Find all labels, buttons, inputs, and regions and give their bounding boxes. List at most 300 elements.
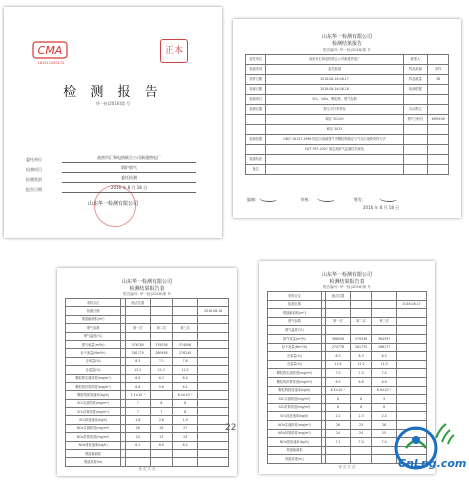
table-cell: 6.4×10⁻¹ [172, 391, 198, 399]
table-row [268, 360, 427, 369]
table-cell: 高密市汇和电热联合公司新建热电厂 [266, 55, 403, 65]
table-cell: SO₂实测浓度(mg/m³) [66, 399, 121, 407]
table-cell: 374006 [172, 340, 198, 348]
table-cell: 6.1 [172, 382, 198, 390]
table-cell: 含湿量(%) [66, 366, 121, 374]
table-cell [198, 458, 229, 466]
table-cell [397, 403, 427, 412]
company-name: 山东华一检测有限公司 [87, 201, 138, 207]
table-cell [403, 95, 428, 105]
table-row [66, 399, 229, 407]
table-cell [125, 315, 151, 323]
table-cell [198, 324, 229, 332]
table-cell [403, 165, 428, 175]
table-cell: 7.8 [172, 357, 198, 365]
table-row [66, 307, 229, 315]
table-cell: 自动烟尘 [403, 105, 428, 115]
table-cell: 检测依据 [403, 85, 428, 95]
table-cell: 2016.08.16 [198, 307, 229, 315]
table-cell [397, 326, 427, 335]
table-cell: 9 [372, 395, 397, 404]
table-cell [403, 145, 428, 155]
table-row [66, 324, 229, 332]
table-cell: SO₂、NOx、颗粒物、烟气参数 [266, 95, 403, 105]
table-cell: 颗粒物排放速率(kg/h) [268, 386, 322, 395]
table-cell [172, 332, 198, 340]
table-cell [372, 309, 397, 318]
table-cell [403, 125, 428, 135]
table-cell: 281770 [350, 343, 371, 352]
cover-row: 报告日期 2016 年 8 月 18 日 [26, 183, 196, 193]
table-cell: 38 [428, 75, 449, 85]
table-row [246, 165, 449, 175]
table-row [66, 357, 229, 365]
table-cell [397, 292, 427, 301]
table-cell: 6.5×10⁻¹ [326, 386, 351, 395]
table-cell: NOx折算浓度(mg/m³) [268, 429, 322, 438]
table-cell [397, 395, 427, 404]
table-cell [372, 300, 397, 309]
table-cell: SO₂折算浓度(mg/m³) [268, 403, 322, 412]
table-cell: NOx折算浓度(mg/m³) [66, 433, 121, 441]
table-row [268, 343, 427, 352]
table-cell [428, 55, 449, 65]
table-row [268, 317, 427, 326]
table-cell: 备注 [246, 165, 266, 175]
table-cell [397, 369, 427, 378]
table-row [268, 403, 427, 412]
table-cell [403, 155, 428, 165]
table-cell [428, 85, 449, 95]
table-cell: 6.8 [350, 377, 371, 386]
table-cell: 7.0 [326, 369, 351, 378]
table-cell [350, 309, 371, 318]
cover-row: 检测类别 委托检测 [26, 173, 196, 183]
table-row [66, 315, 229, 323]
table-cell [428, 125, 449, 135]
table-cell: 2.4 [372, 412, 397, 421]
table-cell: 排气流量(m³/h) [66, 340, 121, 348]
table-cell: SO₂排放速率(kg/h) [66, 416, 121, 424]
cma-mark: CMA [37, 44, 63, 57]
table-cell: 8 [372, 403, 397, 412]
table-cell [397, 343, 427, 352]
cma-code: 181511050170 [37, 61, 65, 65]
table-cell: 检测日期 [66, 307, 121, 315]
table-cell: 烟气参数 [268, 317, 322, 326]
table-cell [151, 299, 173, 307]
table-cell: 标干流量(Nm³/h) [268, 343, 322, 352]
page-title: 检测结果报告 [331, 41, 362, 47]
table-cell [172, 450, 198, 458]
table-cell: 2.6 [151, 416, 173, 424]
summary-page [233, 19, 461, 218]
table-cell [428, 135, 449, 145]
table-cell: 8.3 [326, 352, 351, 361]
signature-row: 编制: 审核: 签发: [247, 197, 364, 202]
table-cell: 烟道截面积(m²) [66, 315, 121, 323]
table-cell: 崂应 3012H [266, 115, 403, 125]
table-cell [246, 145, 266, 155]
table-cell: 2016.08.17 [397, 300, 427, 309]
table-cell: 排气流量(m³/h) [268, 334, 322, 343]
table-row [246, 105, 449, 115]
table-cell: 检测项目 [246, 95, 266, 105]
table-row [246, 125, 449, 135]
report-number: 报告编号: 华一检(2016)第 号 [123, 292, 171, 296]
table-cell: NOx实测浓度(mg/m³) [66, 424, 121, 432]
table-cell: 测点位置 [125, 299, 151, 307]
table-cell [397, 334, 427, 343]
table-row [66, 374, 229, 382]
table-cell [397, 360, 427, 369]
table-cell [266, 165, 403, 175]
page-footer: 第 页 共 页 [138, 467, 156, 471]
table-cell: 8.3 [372, 352, 397, 361]
table-row [246, 145, 449, 155]
table-cell: 26 [326, 420, 351, 429]
table-row [66, 391, 229, 399]
table-cell [246, 125, 266, 135]
table-cell: 24 [125, 433, 151, 441]
table-cell: 24 [350, 429, 371, 438]
table-cell: 7.0 [372, 438, 397, 447]
page-footer: 第 页 共 页 [338, 465, 356, 469]
table-row [246, 85, 449, 95]
table-row [66, 349, 229, 357]
table-cell: NOx排放速率(kg/h) [268, 438, 322, 447]
table-cell: 2016.08.16-08.17 [266, 75, 403, 85]
table-cell [428, 155, 449, 165]
table-row [66, 408, 229, 416]
table-cell [266, 155, 403, 165]
report-number: 报告编号: 华一检(2016)第 号 [323, 285, 371, 289]
table-cell [198, 299, 229, 307]
table-cell: 268177 [372, 343, 397, 352]
table-row [66, 366, 229, 374]
table-cell: 检测类别 [246, 65, 266, 75]
table-cell [125, 332, 151, 340]
table-cell [198, 366, 229, 374]
signature [317, 195, 335, 202]
results-table [65, 298, 229, 467]
table-cell [428, 145, 449, 155]
table-cell: 烟气温度(℃) [268, 326, 322, 335]
table-row [66, 424, 229, 432]
table-cell: 烟尘平行采样仪 [266, 105, 403, 115]
table-cell: 1.8 [125, 416, 151, 424]
table-cell [397, 386, 427, 395]
table-cell [151, 391, 173, 399]
table-cell [151, 458, 173, 466]
table-cell [198, 349, 229, 357]
table-cell: 364397 [372, 334, 397, 343]
table-cell: 12.2 [350, 360, 371, 369]
table-row [268, 395, 427, 404]
table-cell: 6.5 [326, 377, 351, 386]
table-cell: 6.9 [125, 374, 151, 382]
table-row [246, 135, 449, 145]
table-row [66, 416, 229, 424]
table-cell [198, 382, 229, 390]
table-cell: 7.0 [350, 438, 371, 447]
table-cell: 6.7 [151, 374, 173, 382]
page-number: 22 [225, 423, 237, 433]
table-cell [198, 391, 229, 399]
table-cell [151, 332, 173, 340]
table-cell [326, 309, 351, 318]
table-cell: 标干流量(Nm³/h) [66, 349, 121, 357]
table-cell: 烟道截面积 [268, 446, 322, 455]
table-cell: 7.1 [151, 357, 173, 365]
company-name: 山东华一检测有限公司 [121, 279, 172, 285]
table-cell: 采样点位 [66, 299, 121, 307]
table-cell [198, 450, 229, 458]
table-cell [172, 458, 198, 466]
table-cell [125, 307, 151, 315]
table-cell: 颗粒物实测浓度(mg/m³) [66, 374, 121, 382]
table-cell: 8.3 [125, 357, 151, 365]
table-cell: 烟气温度(℃) [66, 332, 121, 340]
table-row [66, 382, 229, 390]
table-cell [326, 446, 351, 455]
table-cell [151, 315, 173, 323]
table-cell [428, 105, 449, 115]
table-cell [198, 357, 229, 365]
report-title: 检 测 报 告 [63, 85, 163, 100]
table-cell: HJ/T 397-2007 固定源废气监测技术规范 [266, 145, 403, 155]
table-cell: SO₂实测浓度(mg/m³) [268, 395, 322, 404]
table-cell: 11.2 [151, 366, 173, 374]
table-cell: 1.9 [172, 416, 198, 424]
table-cell: 7.0 [350, 369, 371, 378]
table-row [66, 450, 229, 458]
table-cell: 8 [326, 395, 351, 404]
table-cell: 26 [125, 424, 151, 432]
table-row [66, 340, 229, 348]
table-cell: 8 [172, 408, 198, 416]
table-cell: 7 [151, 408, 173, 416]
table-cell: 样品来源 [403, 65, 428, 75]
table-row [268, 326, 427, 335]
table-cell: 烟气分析仪 [403, 115, 428, 125]
table-cell [198, 441, 229, 449]
table-cell: 8 [350, 403, 371, 412]
table-cell: 6.4 [172, 374, 198, 382]
table-cell: 第二次 [151, 324, 173, 332]
table-cell: 7.4 [372, 369, 397, 378]
table-row [66, 332, 229, 340]
table-cell [372, 292, 397, 301]
table-cell: 烟道截面积(m²) [268, 309, 322, 318]
table-cell [350, 326, 371, 335]
table-cell: 2.2 [326, 412, 351, 421]
table-cell: 检测日期 [268, 300, 322, 309]
table-cell [172, 299, 198, 307]
table-cell: 颗粒物排放速率(kg/h) [66, 391, 121, 399]
table-cell: 8 [326, 403, 351, 412]
table-cell [172, 315, 198, 323]
table-cell: 含湿量(%) [268, 360, 322, 369]
table-cell [151, 450, 173, 458]
table-row [66, 299, 229, 307]
table-cell: 崂应 3023 [266, 125, 403, 135]
table-cell [350, 446, 371, 455]
table-cell: 第一次 [326, 317, 351, 326]
table-cell: 样品数量 [403, 75, 428, 85]
table-cell [198, 374, 229, 382]
table-cell: 颗粒物实测浓度(mg/m³) [268, 369, 322, 378]
table-cell: 274778 [326, 343, 351, 352]
table-cell: 检测结论 [246, 155, 266, 165]
table-cell: 联系人 [403, 55, 428, 65]
table-cell: 7.1 [326, 438, 351, 447]
table-cell [172, 307, 198, 315]
table-cell: KM9106 [428, 115, 449, 125]
table-cell [198, 399, 229, 407]
table-cell: 第一次 [125, 324, 151, 332]
table-cell [198, 424, 229, 432]
table-row [246, 95, 449, 105]
table-cell: 6.9 [372, 377, 397, 386]
table-row [268, 309, 427, 318]
table-cell: 烟道截面积 [66, 450, 121, 458]
signature [259, 195, 277, 202]
table-cell: 280958 [151, 349, 173, 357]
table-cell: 8 [350, 395, 371, 404]
table-cell: 12.2 [172, 366, 198, 374]
company-name: 山东华一检测有限公司 [321, 272, 372, 278]
table-cell: 颗粒物折算浓度(mg/m³) [66, 382, 121, 390]
table-cell [428, 95, 449, 105]
table-cell: 27 [172, 424, 198, 432]
cover-row: 委托单位 高密市汇和电热联合公司新建热电厂 [26, 153, 196, 163]
table-cell [198, 416, 229, 424]
cover-row: 检测项目 锅炉烟气 [26, 163, 196, 173]
table-cell: 25 [350, 420, 371, 429]
table-cell: 第二次 [350, 317, 371, 326]
table-cell: 7 [125, 408, 151, 416]
table-cell: 25 [372, 429, 397, 438]
table-row [66, 433, 229, 441]
company-name: 山东华一检测有限公司 [321, 34, 372, 40]
table-cell [246, 115, 266, 125]
report-number: 报告编号: 华一检(2016)第 号 [323, 48, 371, 52]
table-cell: 8 [151, 399, 173, 407]
table-cell [151, 307, 173, 315]
cma-logo [32, 41, 68, 59]
table-row [66, 458, 229, 466]
table-cell [326, 326, 351, 335]
table-cell [428, 165, 449, 175]
table-cell [350, 455, 371, 464]
table-cell: 379336 [151, 340, 173, 348]
table-cell [397, 317, 427, 326]
table-cell: 6.2 [172, 441, 198, 449]
table-cell: 2016.08.16-08.18 [266, 85, 403, 95]
table-cell: 第三次 [172, 324, 198, 332]
table-cell [198, 433, 229, 441]
table-row [246, 75, 449, 85]
table-cell: 7 [125, 399, 151, 407]
table-cell: 采样点位 [268, 292, 322, 301]
table-cell [350, 300, 371, 309]
table-cell: 含氧量(%) [66, 357, 121, 365]
table-cell [403, 135, 428, 145]
table-cell: SO₂折算浓度(mg/m³) [66, 408, 121, 416]
table-cell: 检测依据 [246, 135, 266, 145]
table-cell: 281770 [125, 349, 151, 357]
table-cell: 23 [151, 433, 173, 441]
table-cell: 6.0 [151, 441, 173, 449]
table-cell: 6.1 [125, 441, 151, 449]
table-cell: 8 [172, 399, 198, 407]
table-cell: 376780 [125, 340, 151, 348]
table-cell: 检测日期 [246, 85, 266, 95]
table-cell: 26 [372, 420, 397, 429]
report-number: 华一检(2016)第 号 [95, 101, 131, 106]
table-row [268, 377, 427, 386]
table-cell: 采样日期 [246, 75, 266, 85]
table-cell: 7.1×10⁻¹ [125, 391, 151, 399]
table-cell [125, 458, 151, 466]
table-cell [372, 326, 397, 335]
table-cell [326, 455, 351, 464]
table-cell: 检测仪器 [246, 105, 266, 115]
table-cell: 11.5 [372, 360, 397, 369]
table-cell: 12.2 [125, 366, 151, 374]
table-cell: 368936 [326, 334, 351, 343]
table-cell [397, 377, 427, 386]
table-cell: 委托单位 [246, 55, 266, 65]
table-cell: 276240 [172, 349, 198, 357]
table-row [246, 55, 449, 65]
table-row [246, 115, 449, 125]
table-cell: 烟道高度(m) [66, 458, 121, 466]
table-cell: 6.9×10⁻¹ [372, 386, 397, 395]
table-cell [198, 315, 229, 323]
table-cell: 2.3 [350, 412, 371, 421]
table-cell [350, 292, 371, 301]
table-row [246, 65, 449, 75]
table-row [268, 386, 427, 395]
cover-page [4, 7, 222, 238]
table-cell: 含氧量(%) [268, 352, 322, 361]
table-row [268, 334, 427, 343]
table-cell [198, 340, 229, 348]
table-cell: 烟气参数 [66, 324, 121, 332]
table-cell: 6.8 [125, 382, 151, 390]
table-cell: 烟道高度(m) [268, 455, 322, 464]
table-cell: 24 [326, 429, 351, 438]
table-cell [125, 450, 151, 458]
results-table-page-1 [57, 268, 237, 476]
table-cell: 24 [172, 433, 198, 441]
sign-date: 2016 年 8 月 18 日 [363, 205, 400, 210]
table-cell [326, 300, 351, 309]
table-cell: 测点位置 [326, 292, 351, 301]
page-title: 检测结果报告表 [129, 286, 165, 292]
table-cell [350, 386, 371, 395]
table-row [268, 292, 427, 301]
table-cell: 第三次 [372, 317, 397, 326]
table-cell: 颗粒物折算浓度(mg/m³) [268, 377, 322, 386]
table-cell [397, 352, 427, 361]
original-stamp: 正本 [160, 39, 188, 63]
table-row [268, 352, 427, 361]
table-cell: SO₂排放速率(kg/h) [268, 412, 322, 421]
table-row [246, 155, 449, 165]
